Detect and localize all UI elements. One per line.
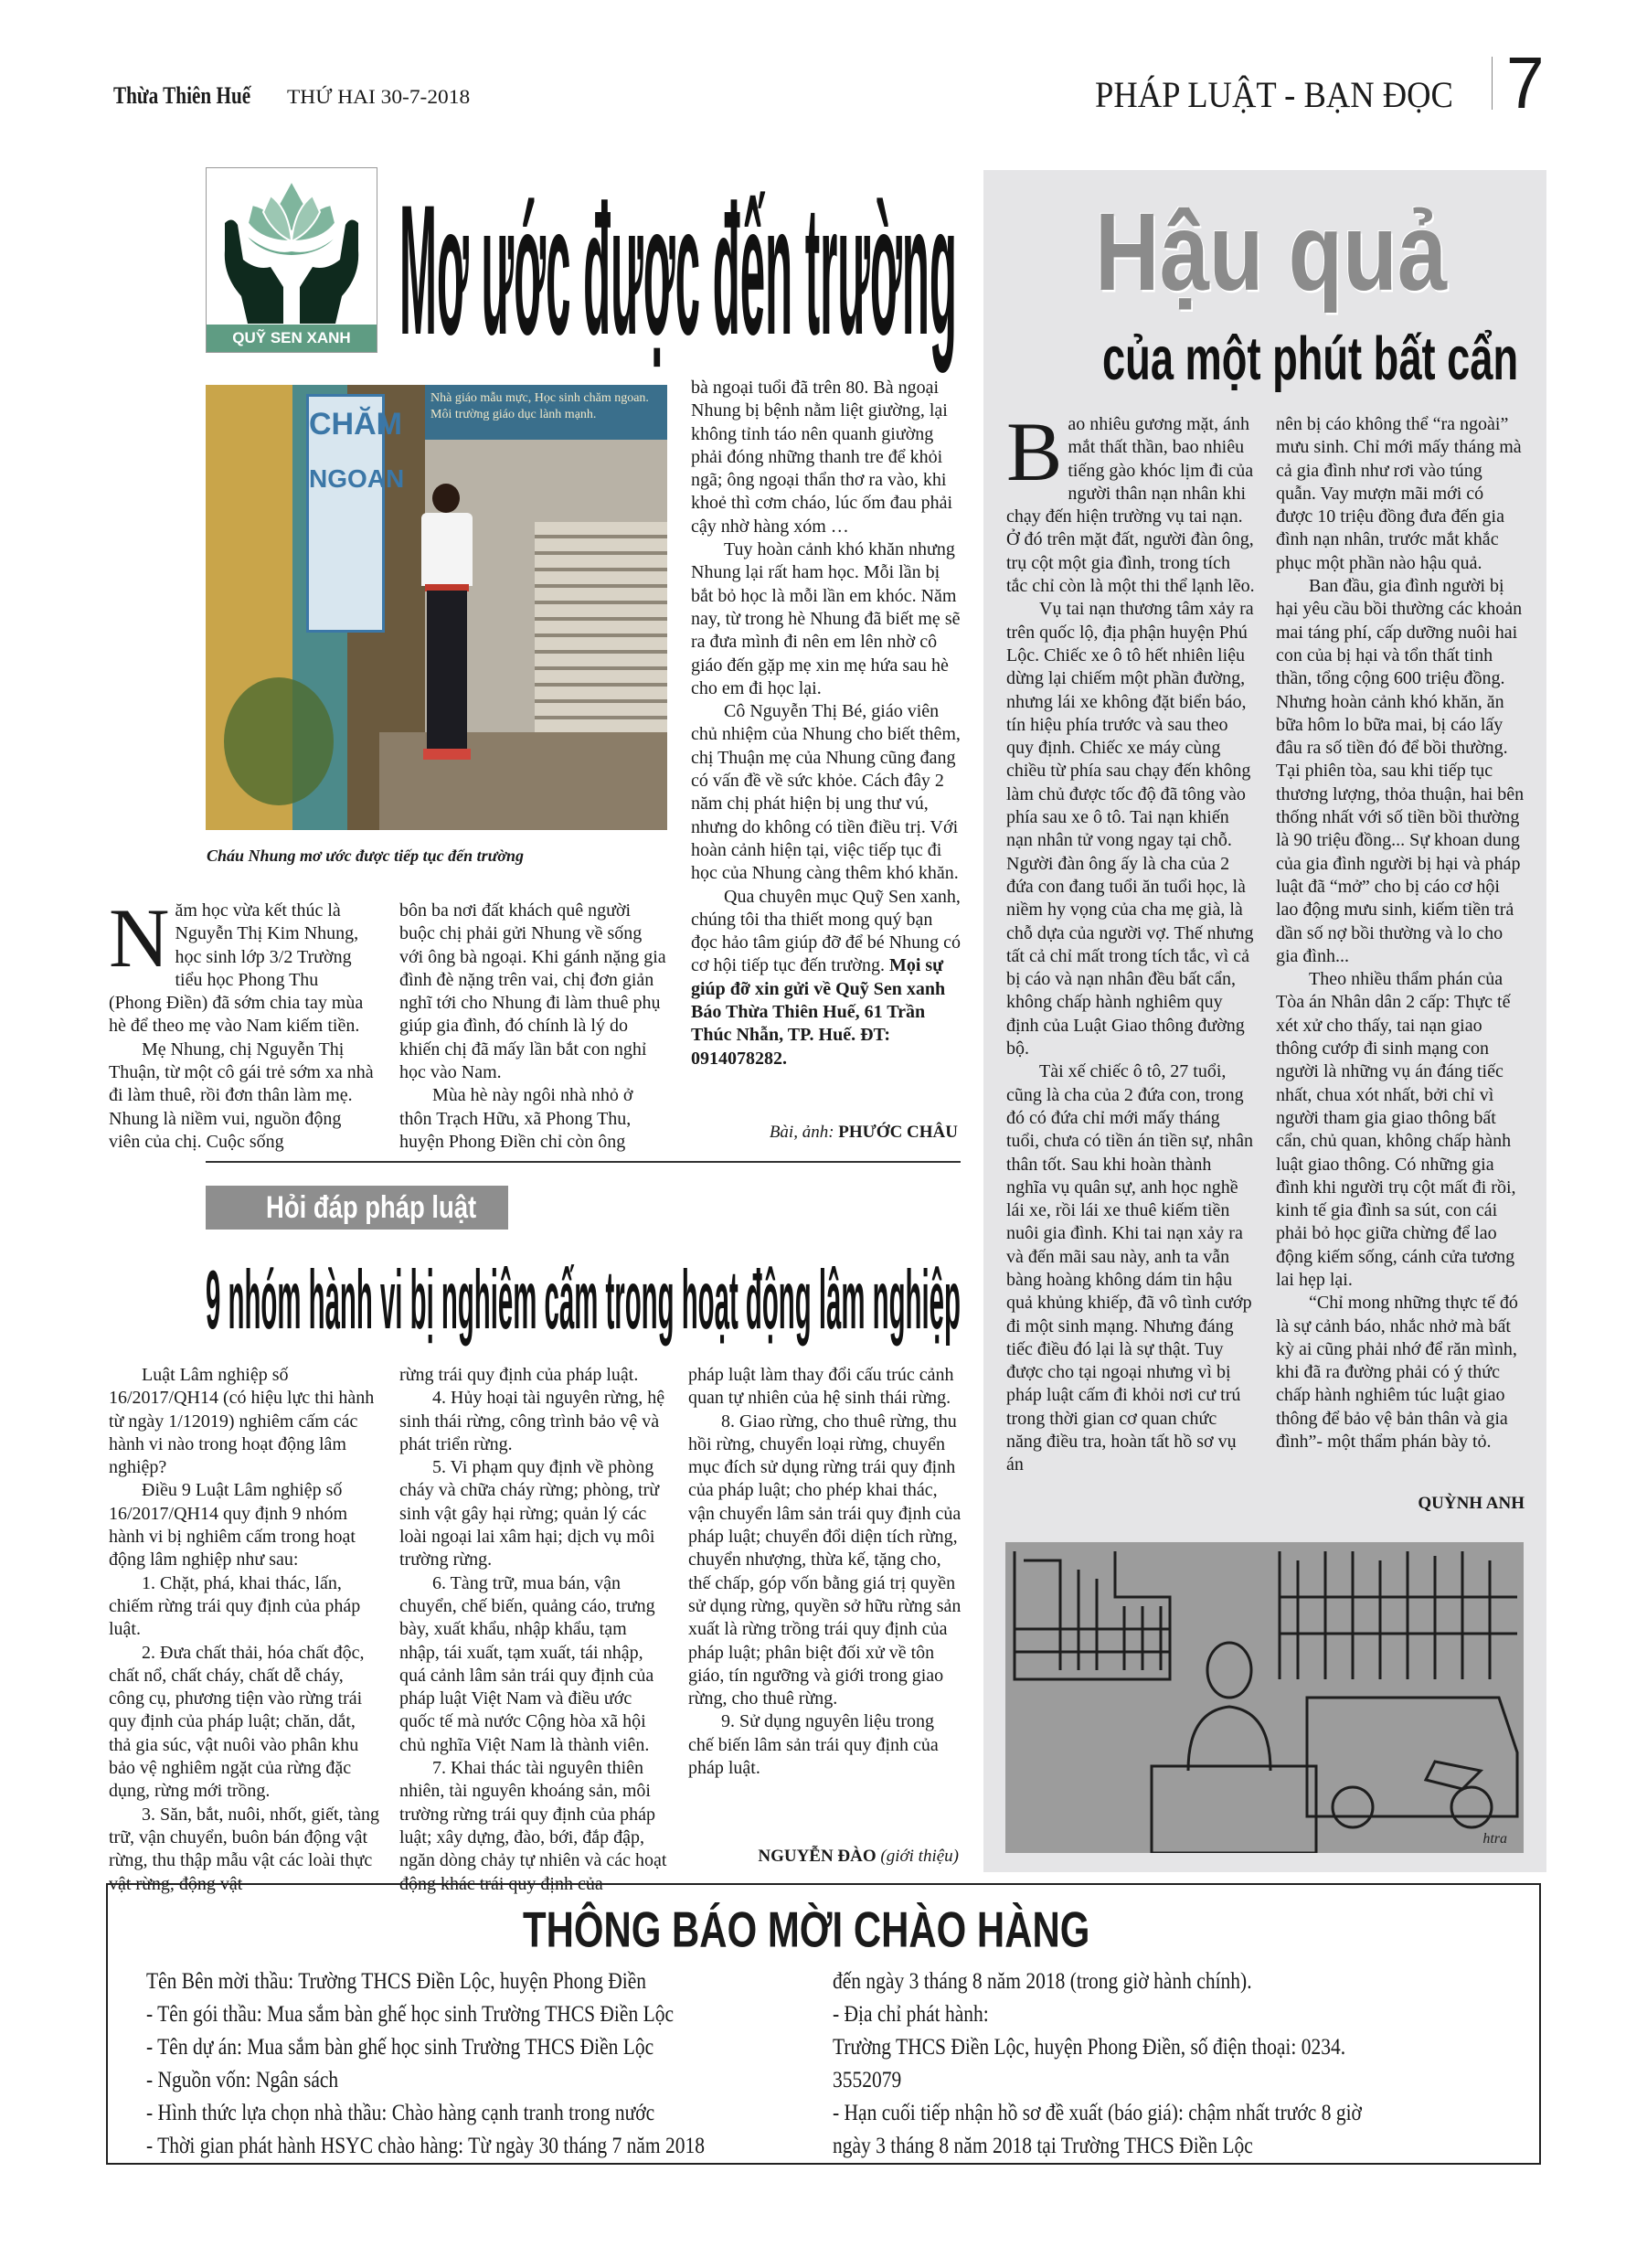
photo-caption: Cháu Nhung mơ ước được tiếp tục đến trường <box>207 847 525 865</box>
article2-column-1 <box>1006 405 1255 1477</box>
paragraph: ao nhiêu gương mặt, ánh mắt thất thần, bao nhiêu tiếng gào khóc lịm đi của người thân nạn nhân khi chạy đến hiện trường vụ tai nạn. Ở đó trên mặt đất, người đàn ông, trụ cột một gia đình, trong tích tắc chỉ còn là một thi thể lạnh lẽo. <box>1006 414 1255 597</box>
paragraph: bôn ba nơi đất khách quê người buộc chị phải gửi Nhung về sống với ông bà ngoại. Khi gánh nặng gia đình đè nặng trên vai, chị đơn giản nghĩ tới cho Nhung đi làm thuê phụ giúp gia đình, đó chính là lý do khiến chị đã mấy lần bắt con nghỉ học vào Nam. <box>399 900 666 1083</box>
photo-sign: CHĂM NGOAN <box>306 394 385 633</box>
notice-line: - Địa chỉ phát hành: <box>833 2002 989 2027</box>
cartoon-signature: htra <box>1482 1831 1507 1847</box>
paragraph: 8. Giao rừng, cho thuê rừng, thu hồi rừng, chuyển loại rừng, chuyển mục đích sử dụng rừng trái quy định của pháp luật; cho phép khai thác, vận chuyển lâm sản trái quy định của pháp luật; chuyển đổi diện tích rừng, chuyển nhượng, thừa kế, tặng cho, thế chấp, góp vốn bằng giá trị quyền sử dụng rừng, quyền sở hữu rừng sản xuất là rừng trồng trái quy định của pháp luật; phân biệt đối xử về tôn giáo, tín ngưỡng và giới trong giao rừng, cho thuê rừng. <box>688 1411 962 1709</box>
quy-sen-xanh-logo <box>206 167 377 353</box>
article1-column-2 <box>399 900 667 1154</box>
paragraph: 4. Hủy hoại tài nguyên rừng, hệ sinh thái rừng, công trình bảo vệ và phát triển rừng. <box>399 1388 665 1454</box>
paragraph: 5. Vi phạm quy định về phòng cháy và chữa cháy rừng; phòng, trừ sinh vật gây hại rừng; quản lý các loài ngoại lai xâm hại; dịch vụ môi trường rừng. <box>399 1457 660 1571</box>
article-title: Hậu quả <box>1095 190 1447 314</box>
paragraph: Ban đầu, gia đình người bị hại yêu cầu bồi thường các khoản mai táng phí, cấp dưỡng nuôi hai con của bị hại và tổn thất tinh thần, tổng cộng 600 triệu đồng. Nhưng hoàn cảnh khó khăn, ăn bữa hôm lo bữa mai, bị cáo lấy đâu ra số tiền đó để bồi thường. Tại phiên tòa, sau khi tiếp tục thương lượng, thỏa thuận, hai bên thống nhất với số tiền bồi thường là 90 triệu đồng... Sự khoan dung của gia đình người bị hại và pháp luật đã “mở” cho bị cáo cơ hội lao động mưu sinh, kiếm tiền trả dần số nợ bồi thường và lo cho gia đình... <box>1276 576 1525 966</box>
notice-line: - Hình thức lựa chọn nhà thầu: Chào hàng cạnh tranh trong nước <box>146 2101 655 2125</box>
article3-column-2 <box>399 1364 670 1896</box>
article-title: Mơ ước được đến trường <box>399 165 957 374</box>
paragraph: 7. Khai thác tài nguyên thiên nhiên, tài nguyên khoáng sản, môi trường rừng trái quy định của pháp luật; xây dựng, đào, bới, đắp đập, ngăn dòng chảy tự nhiên và các hoạt động khác trái quy định của <box>399 1758 667 1894</box>
article-subtitle: của một phút bất cẩn <box>1102 323 1519 393</box>
notice-line: ngày 3 tháng 8 năm 2018 tại Trường THCS Điền Lộc <box>833 2134 1253 2158</box>
byline: NGUYỄN ĐÀO (giới thiệu) <box>758 1847 959 1866</box>
notice-line: - Hạn cuối tiếp nhận hồ sơ đề xuất (báo giá): chậm nhất trước 8 giờ <box>833 2101 1362 2125</box>
paragraph: pháp luật làm thay đổi cấu trúc cảnh quan tự nhiên của hệ sinh thái rừng. <box>688 1365 954 1409</box>
lotus-hands-icon <box>207 168 377 324</box>
notice-line: - Thời gian phát hành HSYC chào hàng: Từ ngày 30 tháng 7 năm 2018 <box>146 2134 706 2158</box>
notice-line: - Nguồn vốn: Ngân sách <box>146 2068 339 2092</box>
article3-column-3 <box>688 1364 962 1780</box>
page-number: 7 <box>1506 42 1545 123</box>
section-name: PHÁP LUẬT - BẠN ĐỌC <box>1095 74 1453 115</box>
paragraph: nên bị cáo không thể “ra ngoài” mưu sinh. Chỉ mới mấy tháng mà cả gia đình như rơi vào túng quẫn. Vay mượn mãi mới có được 10 triệu đồng đưa đến gia đình nạn nhân, trước mắt khắc phục một phần nào hậu quả. <box>1276 414 1522 573</box>
cartoon-illustration <box>1005 1542 1524 1853</box>
paragraph: 6. Tàng trữ, mua bán, vận chuyển, chế biến, quảng cáo, trưng bày, xuất khẩu, nhập khẩu, tạm nhập, tái xuất, tạm xuất, tái nhập, quá cảnh lâm sản trái quy định của pháp luật Việt Nam và điều ước quốc tế mà nước Cộng hòa xã hội chủ nghĩa Việt Nam là thành viên. <box>399 1572 655 1755</box>
paragraph: Qua chuyên mục Quỹ Sen xanh, chúng tôi tha thiết mong quý bạn đọc hảo tâm giúp đỡ để bé Nhung có cơ hội tiếp tục đến trường. Mọi sự giúp đỡ xin gửi về Quỹ Sen xanh Báo Thừa Thiên Huế, 61 Trần Thúc Nhẫn, TP. Huế. ĐT: 0914078282. <box>691 886 961 1069</box>
notice-line: 3552079 <box>833 2068 902 2092</box>
photo-banner: Nhà giáo mẫu mực, Học sinh chăm ngoan. Môi trường giáo dục lành mạnh. <box>425 385 667 440</box>
kicker-banner: Hỏi đáp pháp luật <box>206 1186 508 1230</box>
paragraph: Tuy hoàn cảnh khó khăn nhưng Nhung lại rất ham học. Mỗi lần bị bắt bỏ học là mỗi lần em khóc. Năm nay, từ trong hè Nhung đã biết mẹ sẽ ra đưa mình đi nên em lên nhờ cô giáo đến gặp mẹ xin mẹ hứa sau hè cho em đi học lại. <box>691 539 961 698</box>
article-title: 9 nhóm hành vi bị nghiêm cấm trong hoạt động lâm nghiệp <box>206 1253 961 1347</box>
notice-title: THÔNG BÁO MỜI CHÀO HÀNG <box>523 1902 1090 1958</box>
issue-date: THỨ HAI 30-7-2018 <box>287 85 471 108</box>
newspaper-name: Thừa Thiên Huế <box>113 82 251 109</box>
drop-cap: B <box>1006 405 1063 498</box>
paragraph: 1. Chặt, phá, khai thác, lấn, chiếm rừng trái quy định của pháp luật. <box>109 1572 361 1640</box>
paragraph: rừng trái quy định của pháp luật. <box>399 1365 639 1385</box>
logo-label: QUỸ SEN XANH <box>207 325 377 352</box>
paragraph: Mùa hè này ngôi nhà nhỏ ở thôn Trạch Hữu, xã Phong Thu, huyện Phong Điền chỉ còn ông <box>399 1085 633 1152</box>
article-photo <box>206 385 667 830</box>
notice-line: đến ngày 3 tháng 8 năm 2018 (trong giờ hành chính). <box>833 1969 1252 1994</box>
paragraph: Luật Lâm nghiệp số 16/2017/QH14 (có hiệu lực thi hành từ ngày 1/12019) nghiêm cấm các hành vi nào trong hoạt động lâm nghiệp? <box>109 1365 375 1478</box>
paragraph: Điều 9 Luật Lâm nghiệp số 16/2017/QH14 quy định 9 nhóm hành vi bị nghiêm cấm trong hoạt động lâm nghiệp như sau: <box>109 1480 356 1571</box>
paragraph: “Chỉ mong những thực tế đó là sự cảnh báo, nhắc nhở mà bất kỳ ai cũng phải nhớ để răn mình, khi đã ra đường phải có ý thức chấp hành nghiêm túc luật giao thông để bảo vệ bản thân và gia đình”- một thẩm phán bày tỏ. <box>1276 1293 1518 1453</box>
paragraph: Mẹ Nhung, chị Nguyễn Thị Thuận, từ một cô gái trẻ sớm xa nhà đi làm thuê, rồi đơn thân làm mẹ. Nhung là niềm vui, nguồn động viên của chị. Cuộc sống <box>109 1038 374 1152</box>
paragraph: 3. Săn, bắt, nuôi, nhốt, giết, tàng trữ, vận chuyển, buôn bán động vật rừng, thu thập mẫu vật các loài thực vật rừng, động vật <box>109 1804 379 1894</box>
article1-column-3 <box>691 377 962 1070</box>
paragraph: 9. Sử dụng nguyên liệu trong chế biến lâm sản trái quy định của pháp luật. <box>688 1711 939 1779</box>
paragraph: bà ngoại tuổi đã trên 80. Bà ngoại Nhung bị bệnh nằm liệt giường, lại không tỉnh táo nên quanh giường phải đóng những thanh tre để khỏi ngã; ông ngoại thẩn thơ ra vào, khi khoẻ thì cơm cháo, lúc ốm đau phải cậy nhờ hàng xóm … <box>691 378 953 537</box>
header-divider <box>1492 57 1493 110</box>
notice-line: Tên Bên mời thầu: Trường THCS Điền Lộc, huyện Phong Điền <box>146 1969 647 1994</box>
donation-info: Mọi sự giúp đỡ xin gửi về Quỹ Sen xanh Báo Thừa Thiên Huế, 61 Trần Thúc Nhẫn, TP. Huế. ĐT: 0914078282. <box>691 955 946 1069</box>
byline: Bài, ảnh: PHƯỚC CHÂU <box>769 1123 958 1142</box>
paragraph: Theo nhiều thẩm phán của Tòa án Nhân dân 2 cấp: Thực tế xét xử cho thấy, tai nạn giao thông cướp đi sinh mạng con người là những vụ án đáng tiếc nhất, chua xót nhất, bởi chỉ vì người tham gia giao thông bất cẩn, chủ quan, không chấp hành luật giao thông. Có những gia đình khi người trụ cột mất đi rồi, kinh tế gia đình sa sút, con cái phải bỏ học giữa chừng để lao động kiếm sống, cánh cửa tương lai hẹp lại. <box>1276 969 1516 1290</box>
drop-cap: N <box>109 891 170 985</box>
tender-notice <box>106 1883 1541 2165</box>
byline: QUỲNH ANH <box>1418 1494 1525 1513</box>
article3-column-1 <box>109 1364 379 1896</box>
paragraph: ăm học vừa kết thúc là Nguyễn Thị Kim Nhung, học sinh lớp 3/2 Trường tiểu học Phong Thu (Phong Điền) đã sớm chia tay mùa hè để theo mẹ vào Nam kiếm tiền. <box>109 900 364 1037</box>
paragraph: Vụ tai nạn thương tâm xảy ra trên quốc lộ, địa phận huyện Phú Lộc. Chiếc xe ô tô hết nhiên liệu dừng lại chiếm một phần đường, nhưng lái xe không đặt biển báo, tín hiệu phía trước và sau theo quy định. Chiếc xe máy cùng chiều từ phía sau chạy đến không làm chủ được tốc độ đã tông vào phía sau xe ô tô. Tai nạn khiến nạn nhân tử vong ngay tại chỗ. Người đàn ông ấy là cha của 2 đứa con đang tuổi ăn tuổi học, là niềm hy vọng của cha mẹ già, là chỗ dựa của người vợ. Thế nhưng tất cả chỉ mất trong tích tắc, vì cả bị cáo và nạn nhân đều bất cẩn, không chấp hành nghiêm quy định của Luật Giao thông đường bộ. <box>1006 599 1254 1059</box>
section-divider <box>206 1161 961 1163</box>
paragraph: 2. Đưa chất thải, hóa chất độc, chất nổ, chất cháy, chất dễ cháy, công cụ, phương tiện vào rừng trái quy định của pháp luật; chăn, dắt, thả gia súc, vật nuôi vào phân khu bảo vệ nghiêm ngặt của rừng đặc dụng, rừng mới trồng. <box>109 1642 365 1802</box>
paragraph: Tài xế chiếc ô tô, 27 tuổi, cũng là cha của 2 đứa con, trong đó có đứa chỉ mới mấy tháng tuổi, chưa có tiền án tiền sự, nhân thân tốt. Sau khi hoàn thành nghĩa vụ quân sự, anh học nghề lái xe, rồi lái xe thuê kiếm tiền nuôi gia đình. Khi tai nạn xảy ra và đến mãi sau này, anh ta vẫn bàng hoàng không dám tin hậu quả khủng khiếp, đã vô tình cướp đi một sinh mạng. Nhưng đáng tiếc điều đó lại là sự thật. Tuy được cho tại ngoại nhưng vì bị pháp luật cấm đi khỏi nơi cư trú trong thời gian cơ quan chức năng điều tra, hoàn tất hồ sơ vụ án <box>1006 1061 1253 1475</box>
paragraph: Cô Nguyễn Thị Bé, giáo viên chủ nhiệm của Nhung cho biết thêm, chị Thuận mẹ của Nhung cũng đang có vấn đề về sức khỏe. Cách đây 2 năm chị phát hiện bị ung thư vú, nhưng do không có tiền điều trị. Với hoàn cảnh hiện tại, việc tiếp tục đi học của Nhung càng thêm khó khăn. <box>691 701 961 884</box>
notice-line: Trường THCS Điền Lộc, huyện Phong Điền, số điện thoại: 0234. <box>833 2035 1346 2060</box>
notice-line: - Tên gói thầu: Mua sắm bàn ghế học sinh Trường THCS Điền Lộc <box>146 2002 675 2027</box>
notice-line: - Tên dự án: Mua sắm bàn ghế học sinh Trường THCS Điền Lộc <box>146 2035 654 2060</box>
article1-column-1 <box>109 891 374 1154</box>
article2-column-2 <box>1276 413 1525 1453</box>
